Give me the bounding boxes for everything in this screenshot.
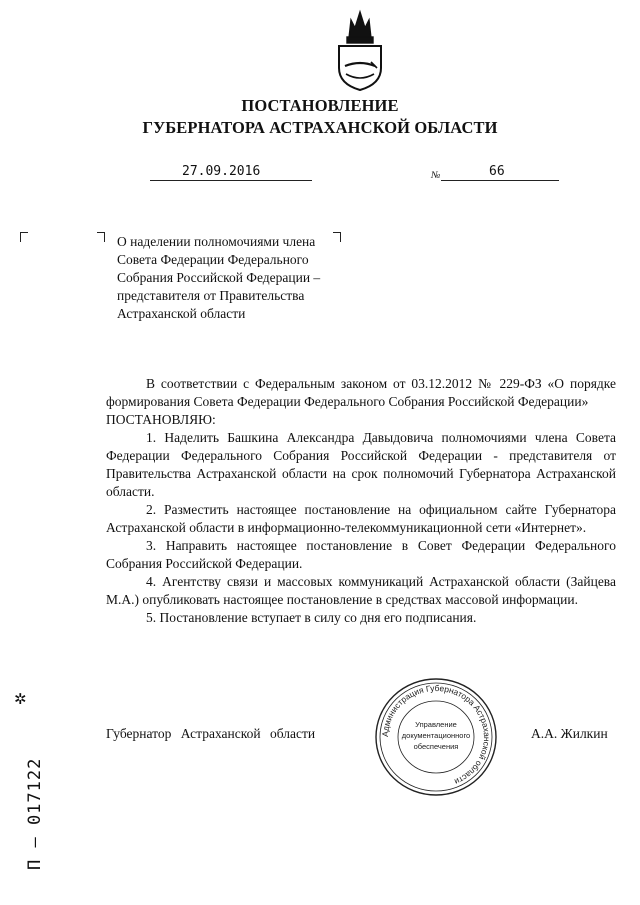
coat-of-arms-emblem [331, 6, 389, 92]
stamp-center-line: обеспечения [413, 742, 459, 751]
stamp-ring-text-path: Администрация Губернатора Астраханской области [379, 682, 493, 788]
corner-bracket-left [20, 232, 28, 242]
document-body [106, 375, 616, 627]
corner-bracket-subject-left [97, 232, 105, 242]
stamp-center-line: документационного [401, 731, 471, 740]
number-underline [441, 180, 559, 181]
clause-paragraph: 2. Разместить настоящее постановление на официальном сайте Губернатора Астраханской области в информационно-телекоммуникационной сети «Интернет». [106, 502, 616, 535]
subject-line: О наделении полномочиями члена [117, 234, 316, 249]
clause-paragraph: 5. Постановление вступает в силу со дня его подписания. [146, 610, 477, 625]
subject-line: представителя от Правительства [117, 288, 305, 303]
clause-paragraph: 1. Наделить Башкина Александра Давыдовича полномочиями члена Совета Федерации Федерального Собрания Российской Федерации - представителя от Правительства Астраханской области на срок полномочий Губернатора Астраханской области. [106, 430, 616, 499]
subject-line: Собрания Российской Федерации – [117, 270, 321, 285]
document-subtitle: ГУБЕРНАТОРА АСТРАХАНСКОЙ ОБЛАСТИ [142, 118, 498, 137]
signatory-position: Губернатор Астраханской области [106, 726, 316, 741]
margin-symbol: ✲ [14, 692, 27, 708]
document-date: 27.09.2016 [182, 164, 261, 179]
subject-line: Совета Федерации Федерального [117, 252, 309, 267]
document-number: 66 [489, 164, 505, 179]
official-stamp [372, 675, 500, 799]
number-sign: № [431, 170, 441, 181]
stamp-center-line: Управление [415, 720, 457, 729]
clause-paragraph: 4. Агентству связи и массовых коммуникаций Астраханской области (Зайцева М.А.) опубликовать настоящее постановление в средствах массовой информации. [106, 574, 616, 607]
document-subject [117, 233, 357, 323]
subject-line: Астраханской области [117, 306, 246, 321]
clause-paragraph: 3. Направить настоящее постановление в Совет Федерации Федерального Собрания Российской Федерации. [106, 538, 616, 571]
preamble-paragraph: В соответствии с Федеральным законом от 03.12.2012 № 229-ФЗ «О порядке формирования Совета Федерации Федерального Собрания Российской Федерации» [106, 376, 616, 409]
date-underline [150, 180, 312, 181]
document-title: ПОСТАНОВЛЕНИЕ [241, 96, 399, 115]
resolution-heading: ПОСТАНОВЛЯЮ: [106, 412, 216, 427]
form-serial-number: П – 017122 [25, 757, 45, 870]
side-margin [8, 690, 45, 870]
signatory-name: А.А. Жилкин [531, 726, 608, 741]
